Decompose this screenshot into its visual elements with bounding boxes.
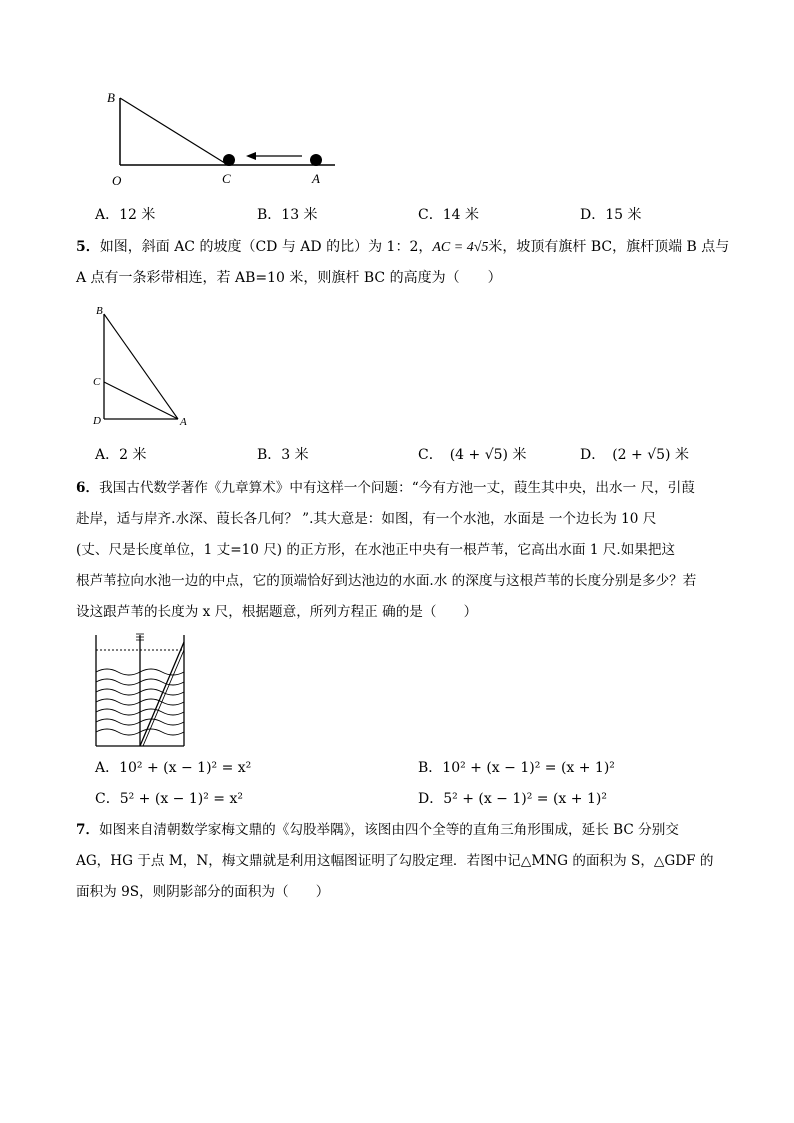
q5-line-1	[76, 237, 729, 258]
q6-number: 6．	[76, 480, 100, 496]
label-o: O	[112, 173, 122, 188]
q4-choice-a[interactable]: A．12 米	[95, 207, 156, 223]
label-c: C	[222, 171, 231, 186]
q4-choice-c[interactable]: C．14 米	[418, 207, 479, 223]
reed-pulled	[140, 642, 184, 746]
q6-choice-b[interactable]: B．10² + (x − 1)² = (x + 1)²	[418, 760, 615, 776]
q5-choice-a[interactable]: A．2 米	[95, 447, 147, 463]
q6-text-1: 我国古代数学著作《九章算术》中有这样一个问题：“今有方池一丈，葭生其中央，出水一 尺，引葭	[99, 480, 695, 496]
q6-line-1	[76, 478, 695, 498]
q5-formula-ac: AC = 4√5	[432, 240, 489, 255]
q5-line-2: A 点有一条彩带相连，若 AB=10 米，则旗杆 BC 的高度为（ ）	[76, 270, 502, 286]
label-b: B	[96, 305, 103, 317]
q5-text-1a: 如图，斜面 AC 的坡度（CD 与 AD 的比）为 1：2，	[99, 239, 433, 255]
slope-ac	[104, 382, 178, 419]
q7-line-1	[76, 820, 679, 840]
q7-text-1: 如图来自清朝数学家梅文鼎的《勾股举隅》，该图由四个全等的直角三角形围成，延长 BC 分别交	[99, 822, 679, 838]
q5-number: 5．	[76, 239, 100, 255]
ball-c	[223, 154, 235, 166]
label-c: C	[93, 376, 101, 388]
question-5-figure	[85, 300, 195, 432]
reed-pulled-edge	[143, 650, 184, 746]
question-4-figure	[100, 85, 350, 190]
label-d: D	[93, 415, 101, 427]
q6-choice-d[interactable]: D．5² + (x − 1)² = (x + 1)²	[418, 791, 607, 807]
label-b: B	[107, 90, 115, 105]
q6-choice-a[interactable]: A．10² + (x − 1)² = x²	[95, 760, 252, 776]
q6-line-5: 设这跟芦苇的长度为 x 尺，根据题意，所列方程正 确的是（ ）	[76, 604, 478, 620]
ladder-line	[120, 98, 228, 165]
q7-number: 7．	[76, 822, 100, 838]
label-a: A	[180, 416, 187, 428]
q5-choice-b[interactable]: B．3 米	[257, 447, 309, 463]
q4-choice-b[interactable]: B．13 米	[257, 207, 318, 223]
q7-line-2: AG，HG 于点 M，N，梅文鼎就是利用这幅图证明了勾股定理．若图中记△MNG 的面积为 S，△GDF 的	[76, 853, 714, 869]
q7-line-3: 面积为 9S，则阴影部分的面积为（ ）	[76, 884, 330, 900]
label-a: A	[312, 171, 320, 186]
q6-line-4: 根芦苇拉向水池一边的中点，它的顶端恰好到达池边的水面.水 的深度与这根芦苇的长度分别是多少？若	[76, 573, 697, 589]
q5-choice-d[interactable]: D． (2 + √5) 米	[580, 447, 689, 463]
q5-text-1b: 米，坡顶有旗杆 BC，旗杆顶端 B 点与	[488, 239, 730, 255]
question-6-figure	[92, 630, 192, 750]
q6-choice-c[interactable]: C．5² + (x − 1)² = x²	[95, 791, 243, 807]
q6-line-3: (丈、尺是长度单位，1 丈=10 尺) 的正方形，在水池正中央有一根芦苇，它高出水面 1 尺.如果把这	[76, 542, 676, 558]
ribbon-ab	[104, 314, 178, 419]
arrow-head	[246, 152, 256, 160]
ball-a	[310, 154, 322, 166]
q6-line-2: 赴岸，适与岸齐.水深、葭长各几何？ ”.其大意是：如图，有一个水池，水面是 一个边长为 10 尺	[76, 511, 657, 527]
q4-choice-d[interactable]: D．15 米	[580, 207, 642, 223]
q5-choice-c[interactable]: C． (4 + √5) 米	[418, 447, 527, 463]
